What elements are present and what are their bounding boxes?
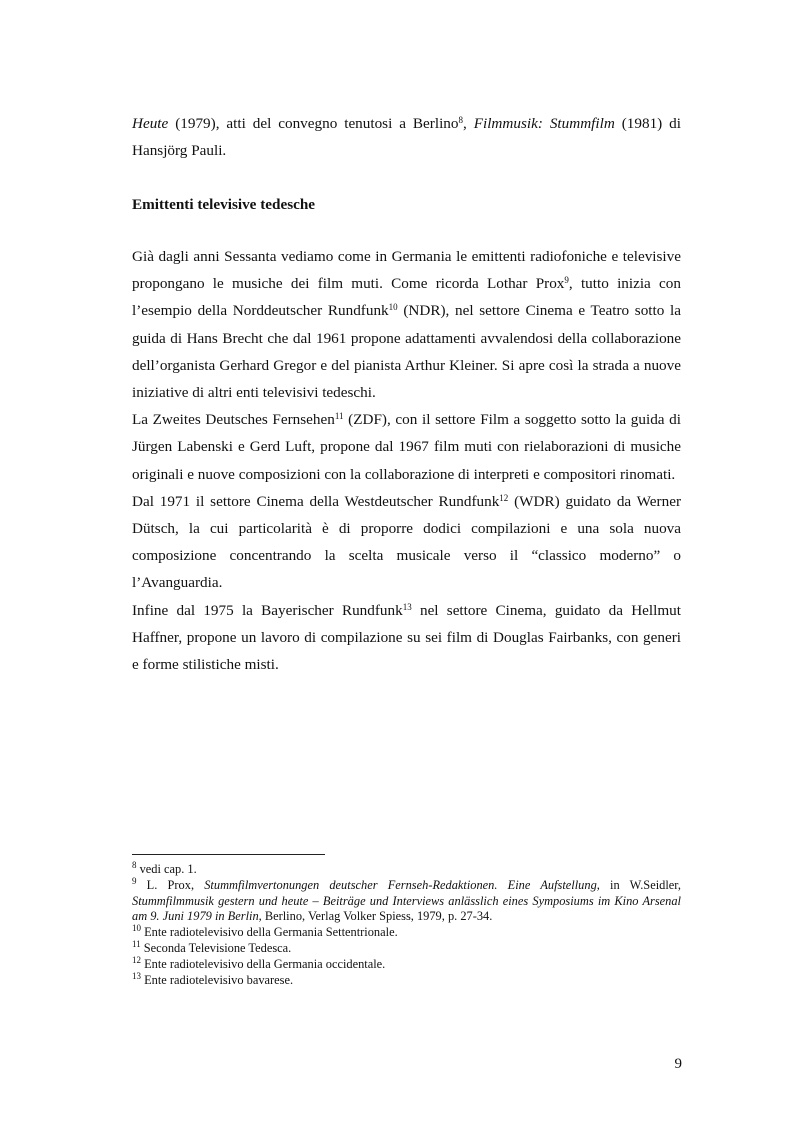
footnote-ref-8[interactable]: 8 — [458, 115, 463, 125]
paragraph-zdf — [132, 406, 681, 488]
footnote-divider — [132, 854, 325, 855]
intro-book-title: Filmmusik: Stummfilm — [473, 115, 615, 132]
footnote-text: Ente radiotelevisivo bavarese. — [141, 972, 294, 987]
footnote-cited-title: Stummfilmmusik gestern und heute – Beiträge und Interviews anlässlich eines Symposiums im Kino Arsenal am 9. Juni 1979 in Berlin, — [132, 893, 681, 924]
intro-title-part: Heute — [132, 115, 169, 132]
paragraph-ndr — [132, 243, 681, 406]
footnote-text: in W.Seidler, — [599, 877, 682, 892]
footnote-number: 12 — [132, 954, 141, 965]
footnote-number: 10 — [132, 923, 141, 934]
footnote-text: Ente radiotelevisivo della Germania Settentrionale. — [141, 925, 398, 940]
paragraph-text: Dal 1971 il settore Cinema della Westdeutscher Rundfunk — [132, 492, 500, 510]
footnote-text: L. Prox, — [136, 877, 205, 892]
paragraph-text: La Zweites Deutsches Fernsehen — [132, 411, 335, 429]
paragraph-text: Infine dal 1975 la Bayerischer Rundfunk — [132, 601, 403, 619]
section-heading: Emittenti televisive tedesche — [132, 196, 316, 213]
footnote-10 — [132, 925, 681, 941]
paragraph-text: , tutto inizia con l’esempio della Norddeutscher Rundfunk — [132, 275, 681, 320]
footnote-13 — [132, 970, 681, 989]
footnote-number: 8 — [132, 860, 137, 870]
footnote-ref-13[interactable]: 13 — [402, 601, 412, 612]
main-text — [132, 243, 681, 678]
paragraph-text: Già dagli anni Sessanta vediamo come in Germania le emittenti radiofoniche e televisive propongano le musiche dei film muti. Come ricorda Lothar Prox — [132, 248, 681, 293]
page-number: 9 — [674, 1056, 682, 1072]
footnote-ref-12[interactable]: 12 — [499, 492, 509, 503]
footnote-number: 11 — [132, 938, 141, 949]
footnote-12 — [132, 954, 681, 973]
footnote-8 — [132, 862, 681, 878]
footnote-ref-10[interactable]: 10 — [388, 302, 398, 313]
intro-separator: , — [462, 115, 474, 132]
footnote-11 — [132, 938, 681, 957]
paragraph-text: nel settore Cinema, guidato da Hellmut Haffner, propone un lavoro di compilazione su sei film di Douglas Fairbanks, con generi e forme stilistiche misti. — [132, 601, 681, 674]
paragraph-text: (WDR) guidato da Werner Dütsch, la cui particolarità è di proporre dodici compilazioni e una sola nuova composizione concentrando la scelta musicale verso il “classico moderno” o l’Avanguardia. — [132, 492, 681, 592]
footnote-number: 13 — [132, 970, 141, 981]
intro-year-text: (1979), atti del convegno tenutosi a Berlino — [168, 115, 459, 132]
paragraph-wdr — [132, 488, 681, 597]
footnote-9 — [132, 875, 682, 925]
footnote-text: Seconda Televisione Tedesca. — [140, 940, 292, 955]
intro-rest-text: (1981) di Hansjörg Pauli. — [132, 115, 681, 160]
footnote-ref-9[interactable]: 9 — [564, 275, 569, 286]
intro-paragraph — [132, 110, 681, 164]
footnote-number: 9 — [132, 875, 137, 886]
paragraph-text: (ZDF), con il settore Film a soggetto sotto la guida di Jürgen Labenski e Gerd Luft, propone dal 1967 film muti con rielaborazioni di musiche originali e nuove composizioni con la collaborazione di interpreti e compositori rinomati. — [132, 411, 681, 483]
footnotes — [132, 862, 681, 988]
footnote-cited-title: Stummfilmvertonungen deutscher Fernseh-Redaktionen. Eine Aufstellung, — [204, 877, 600, 892]
footnote-text: vedi cap. 1. — [136, 862, 197, 876]
footnote-text: Ente radiotelevisivo della Germania occidentale. — [141, 956, 386, 971]
footnote-ref-11[interactable]: 11 — [334, 411, 344, 422]
footnote-text: Berlino, Verlag Volker Spiess, 1979, p. 27-34. — [261, 909, 493, 924]
paragraph-br — [132, 597, 681, 679]
paragraph-text: (NDR), nel settore Cinema e Teatro sotto la guida di Hans Brecht che dal 1961 propone adattamenti avvalendosi della collaborazione dell’organista Gerhard Gregor e del pianista Arthur Kleiner. Si apre così la strada a nuove iniziative di altri enti televisivi tedeschi. — [132, 302, 681, 402]
